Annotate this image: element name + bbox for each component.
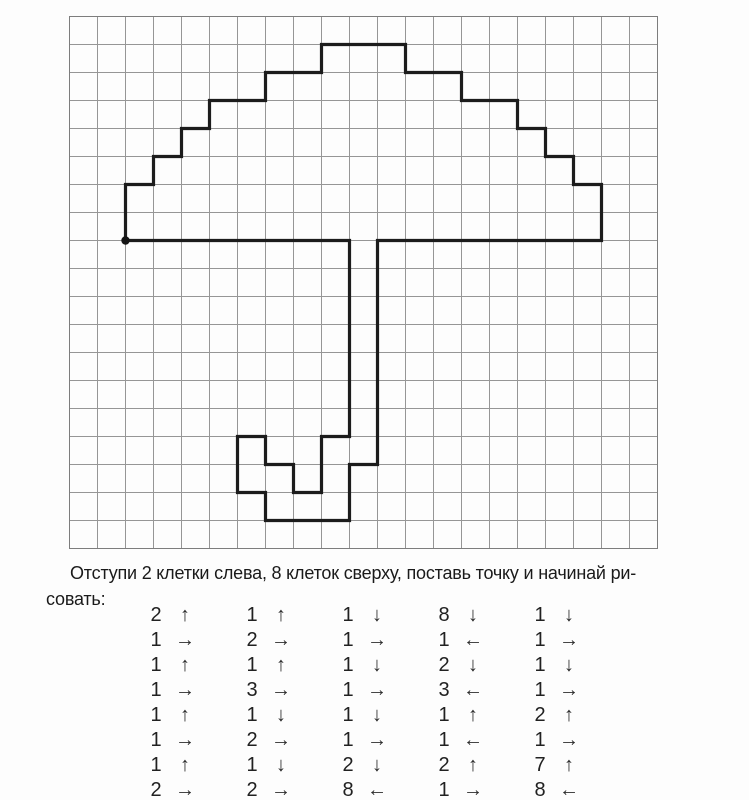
arrow-up-icon: ↑ <box>564 754 574 776</box>
arrow-right-icon: → <box>271 629 291 651</box>
instructions-line-2: совать: <box>46 589 106 609</box>
arrow-left-icon: ← <box>463 729 483 751</box>
step-count: 1 <box>342 679 354 701</box>
step-cell <box>433 778 485 803</box>
arrow-down-icon: ↓ <box>372 604 382 626</box>
steps-column-1 <box>145 603 197 803</box>
step-count: 1 <box>534 679 546 701</box>
step-count: 1 <box>150 704 162 726</box>
step-count: 1 <box>246 654 258 676</box>
step-count: 1 <box>342 704 354 726</box>
step-cell <box>529 628 581 653</box>
arrow-down-icon: ↓ <box>468 604 478 626</box>
step-cell <box>433 653 485 678</box>
arrow-up-icon: ↑ <box>180 654 190 676</box>
step-cell <box>145 678 197 703</box>
step-count: 1 <box>150 729 162 751</box>
step-count: 3 <box>246 679 258 701</box>
step-count: 1 <box>246 754 258 776</box>
step-cell <box>145 603 197 628</box>
step-cell <box>241 728 293 753</box>
arrow-right-icon: → <box>175 729 195 751</box>
step-cell <box>145 653 197 678</box>
step-cell <box>529 778 581 803</box>
arrow-up-icon: ↑ <box>180 604 190 626</box>
instructions-line-1: Отступи 2 клетки слева, 8 клеток сверху, поставь точку и начинай ри- <box>70 563 637 583</box>
step-count: 1 <box>438 629 450 651</box>
step-cell <box>433 628 485 653</box>
step-cell <box>433 678 485 703</box>
step-count: 2 <box>246 729 258 751</box>
arrow-right-icon: → <box>559 729 579 751</box>
start-dot <box>121 236 129 244</box>
step-cell <box>145 728 197 753</box>
step-count: 1 <box>150 629 162 651</box>
step-count: 1 <box>150 679 162 701</box>
step-cell <box>337 703 389 728</box>
grid-background <box>70 17 658 549</box>
step-cell <box>241 653 293 678</box>
arrow-right-icon: → <box>271 729 291 751</box>
step-cell <box>337 628 389 653</box>
step-count: 1 <box>534 604 546 626</box>
steps-column-5 <box>529 603 581 803</box>
arrow-left-icon: ← <box>463 629 483 651</box>
step-count: 1 <box>438 779 450 801</box>
step-cell <box>241 628 293 653</box>
step-cell <box>433 603 485 628</box>
arrow-right-icon: → <box>367 629 387 651</box>
step-cell <box>337 653 389 678</box>
arrow-right-icon: → <box>367 729 387 751</box>
step-cell <box>529 728 581 753</box>
step-cell <box>145 703 197 728</box>
arrow-down-icon: ↓ <box>564 604 574 626</box>
step-count: 1 <box>534 654 546 676</box>
step-cell <box>145 778 197 803</box>
step-count: 2 <box>438 654 450 676</box>
arrow-up-icon: ↑ <box>180 704 190 726</box>
arrow-right-icon: → <box>559 629 579 651</box>
steps-column-2 <box>241 603 293 803</box>
step-count: 1 <box>534 629 546 651</box>
arrow-left-icon: ← <box>367 779 387 801</box>
step-count: 7 <box>534 754 546 776</box>
step-cell <box>337 603 389 628</box>
arrow-right-icon: → <box>175 679 195 701</box>
step-cell <box>241 778 293 803</box>
arrow-right-icon: → <box>175 779 195 801</box>
step-count: 2 <box>246 629 258 651</box>
arrow-left-icon: ← <box>559 779 579 801</box>
step-count: 2 <box>246 779 258 801</box>
arrow-down-icon: ↓ <box>276 704 286 726</box>
step-count: 2 <box>438 754 450 776</box>
step-cell <box>529 678 581 703</box>
step-cell <box>337 728 389 753</box>
steps-column-4 <box>433 603 485 803</box>
step-count: 1 <box>342 629 354 651</box>
arrow-down-icon: ↓ <box>468 654 478 676</box>
step-count: 1 <box>246 604 258 626</box>
arrow-down-icon: ↓ <box>372 704 382 726</box>
step-count: 1 <box>342 729 354 751</box>
arrow-up-icon: ↑ <box>468 754 478 776</box>
step-cell <box>145 628 197 653</box>
step-cell <box>241 678 293 703</box>
arrow-up-icon: ↑ <box>564 704 574 726</box>
step-cell <box>433 753 485 778</box>
step-count: 1 <box>438 729 450 751</box>
step-cell <box>337 778 389 803</box>
step-count: 3 <box>438 679 450 701</box>
step-cell <box>529 603 581 628</box>
step-cell <box>433 703 485 728</box>
step-cell <box>241 603 293 628</box>
step-cell <box>337 753 389 778</box>
arrow-down-icon: ↓ <box>372 654 382 676</box>
step-count: 1 <box>150 754 162 776</box>
step-count: 8 <box>534 779 546 801</box>
arrow-down-icon: ↓ <box>372 754 382 776</box>
grid-drawing-area <box>69 16 658 549</box>
dictation-steps-table <box>145 603 581 803</box>
step-cell <box>337 678 389 703</box>
arrow-up-icon: ↑ <box>276 654 286 676</box>
step-count: 2 <box>150 604 162 626</box>
arrow-up-icon: ↑ <box>276 604 286 626</box>
arrow-right-icon: → <box>463 779 483 801</box>
step-cell <box>529 703 581 728</box>
arrow-down-icon: ↓ <box>276 754 286 776</box>
step-count: 1 <box>246 704 258 726</box>
step-count: 1 <box>342 654 354 676</box>
step-count: 1 <box>438 704 450 726</box>
step-count: 1 <box>534 729 546 751</box>
step-count: 8 <box>438 604 450 626</box>
arrow-down-icon: ↓ <box>564 654 574 676</box>
step-count: 2 <box>534 704 546 726</box>
arrow-left-icon: ← <box>463 679 483 701</box>
step-count: 1 <box>150 654 162 676</box>
step-count: 1 <box>342 604 354 626</box>
step-count: 2 <box>150 779 162 801</box>
arrow-right-icon: → <box>559 679 579 701</box>
steps-column-3 <box>337 603 389 803</box>
arrow-up-icon: ↑ <box>180 754 190 776</box>
step-count: 8 <box>342 779 354 801</box>
arrow-right-icon: → <box>175 629 195 651</box>
arrow-up-icon: ↑ <box>468 704 478 726</box>
arrow-right-icon: → <box>271 679 291 701</box>
arrow-right-icon: → <box>271 779 291 801</box>
step-count: 2 <box>342 754 354 776</box>
step-cell <box>529 753 581 778</box>
step-cell <box>145 753 197 778</box>
step-cell <box>241 753 293 778</box>
step-cell <box>241 703 293 728</box>
step-cell <box>433 728 485 753</box>
step-cell <box>529 653 581 678</box>
arrow-right-icon: → <box>367 679 387 701</box>
